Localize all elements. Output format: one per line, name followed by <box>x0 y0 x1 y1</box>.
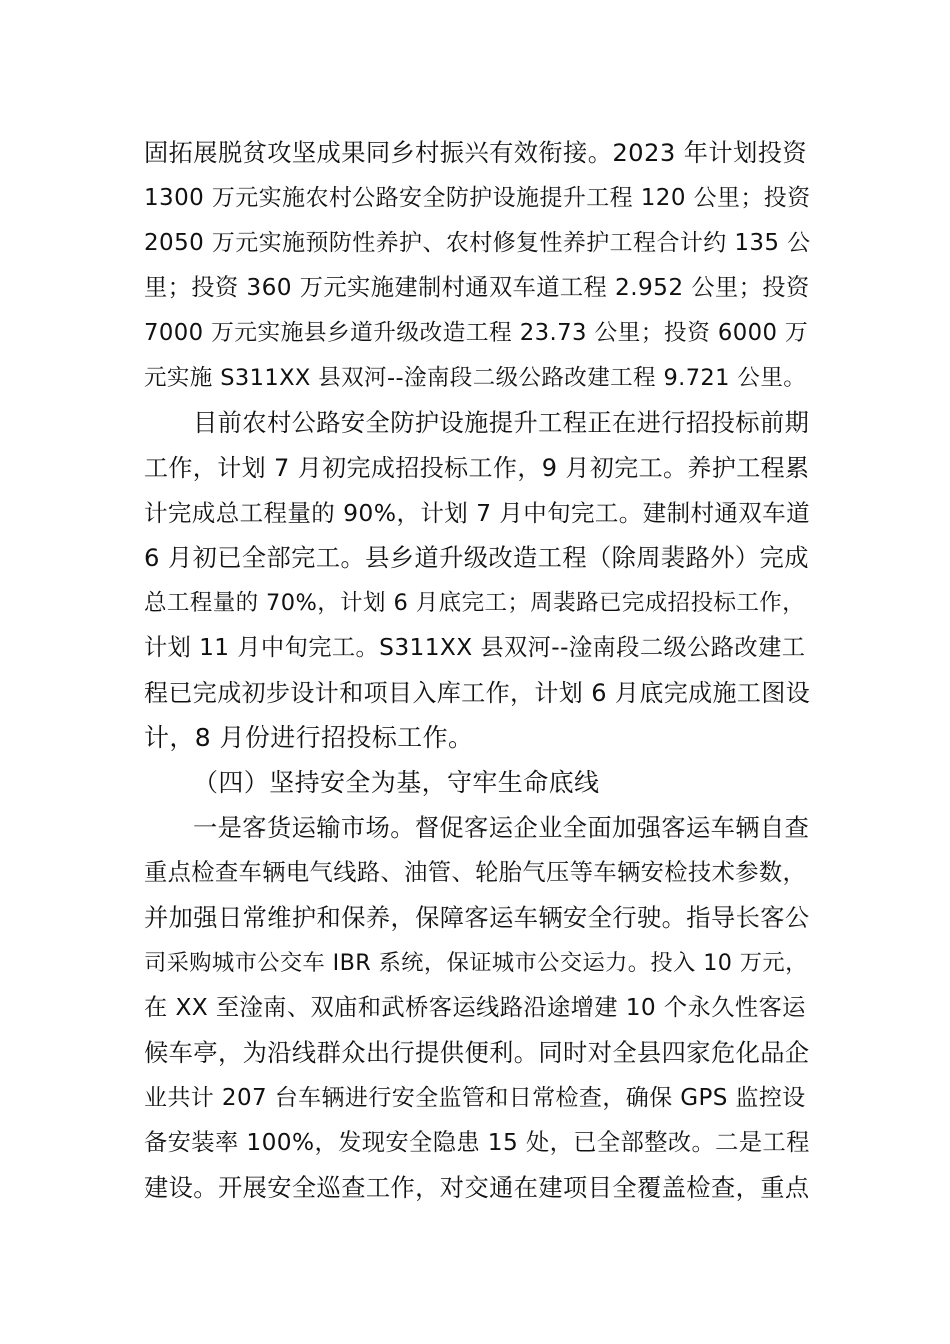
text-line: 一是客货运输市场。督促客运企业全面加强客运车辆自查 <box>193 813 810 842</box>
text-line: 里；投资 360 万元实施建制村通双车道工程 2.952 公里；投资 <box>144 274 810 301</box>
text-line: 目前农村公路安全防护设施提升工程正在进行招投标前期 <box>193 408 810 437</box>
text-line: 工作，计划 7 月初完成招投标工作，9 月初完工。养护工程累 <box>144 454 810 482</box>
text-line: 候车亭，为沿线群众出行提供便利。同时对全县四家危化品企 <box>144 1038 810 1067</box>
text-line: 总工程量的 70%，计划 6 月底完工；周裴路已完成招投标工作， <box>144 590 806 616</box>
text-line: 固拓展脱贫攻坚成果同乡村振兴有效衔接。2023 年计划投资 <box>144 138 808 167</box>
text-line: 计完成总工程量的 90%，计划 7 月中旬完工。建制村通双车道 <box>144 499 810 527</box>
text-line: 程已完成初步设计和项目入库工作，计划 6 月底完成施工图设 <box>144 679 811 707</box>
text-line: 并加强日常维护和保养，保障客运车辆安全行驶。指导长客公 <box>144 903 810 932</box>
text-line: 备安装率 100%，发现安全隐患 15 处，已全部整改。二是工程 <box>144 1129 810 1156</box>
text-line: 计，8 月份进行招投标工作。 <box>144 723 474 752</box>
text-line: 2050 万元实施预防性养护、农村修复性养护工程合计约 135 公 <box>144 230 811 256</box>
text-line: 1300 万元实施农村公路安全防护设施提升工程 120 公里；投资 <box>144 185 811 211</box>
text-line: 司采购城市公交车 IBR 系统，保证城市公交运力。投入 10 万元， <box>144 950 808 976</box>
text-line: 业共计 207 台车辆进行安全监管和日常检查，确保 GPS 监控设 <box>144 1085 806 1111</box>
text-line: 7000 万元实施县乡道升级改造工程 23.73 公里；投资 6000 万 <box>144 320 809 346</box>
text-line: 在 XX 至淦南、双庙和武桥客运线路沿途增建 10 个永久性客运 <box>144 994 806 1021</box>
text-line: 6 月初已全部完工。县乡道升级改造工程（除周裴路外）完成 <box>144 543 809 572</box>
text-line: 建设。开展安全巡查工作，对交通在建项目全覆盖检查，重点 <box>144 1173 810 1202</box>
text-line: 计划 11 月中旬完工。S311XX 县双河--淦南段二级公路改建工 <box>144 634 806 661</box>
section-heading: （四）坚持安全为基，守牢生命底线 <box>193 768 600 797</box>
text-line: 重点检查车辆电气线路、油管、轮胎气压等车辆安检技术参数， <box>144 859 807 886</box>
text-line: 元实施 S311XX 县双河--淦南段二级公路改建工程 9.721 公里。 <box>144 365 807 391</box>
